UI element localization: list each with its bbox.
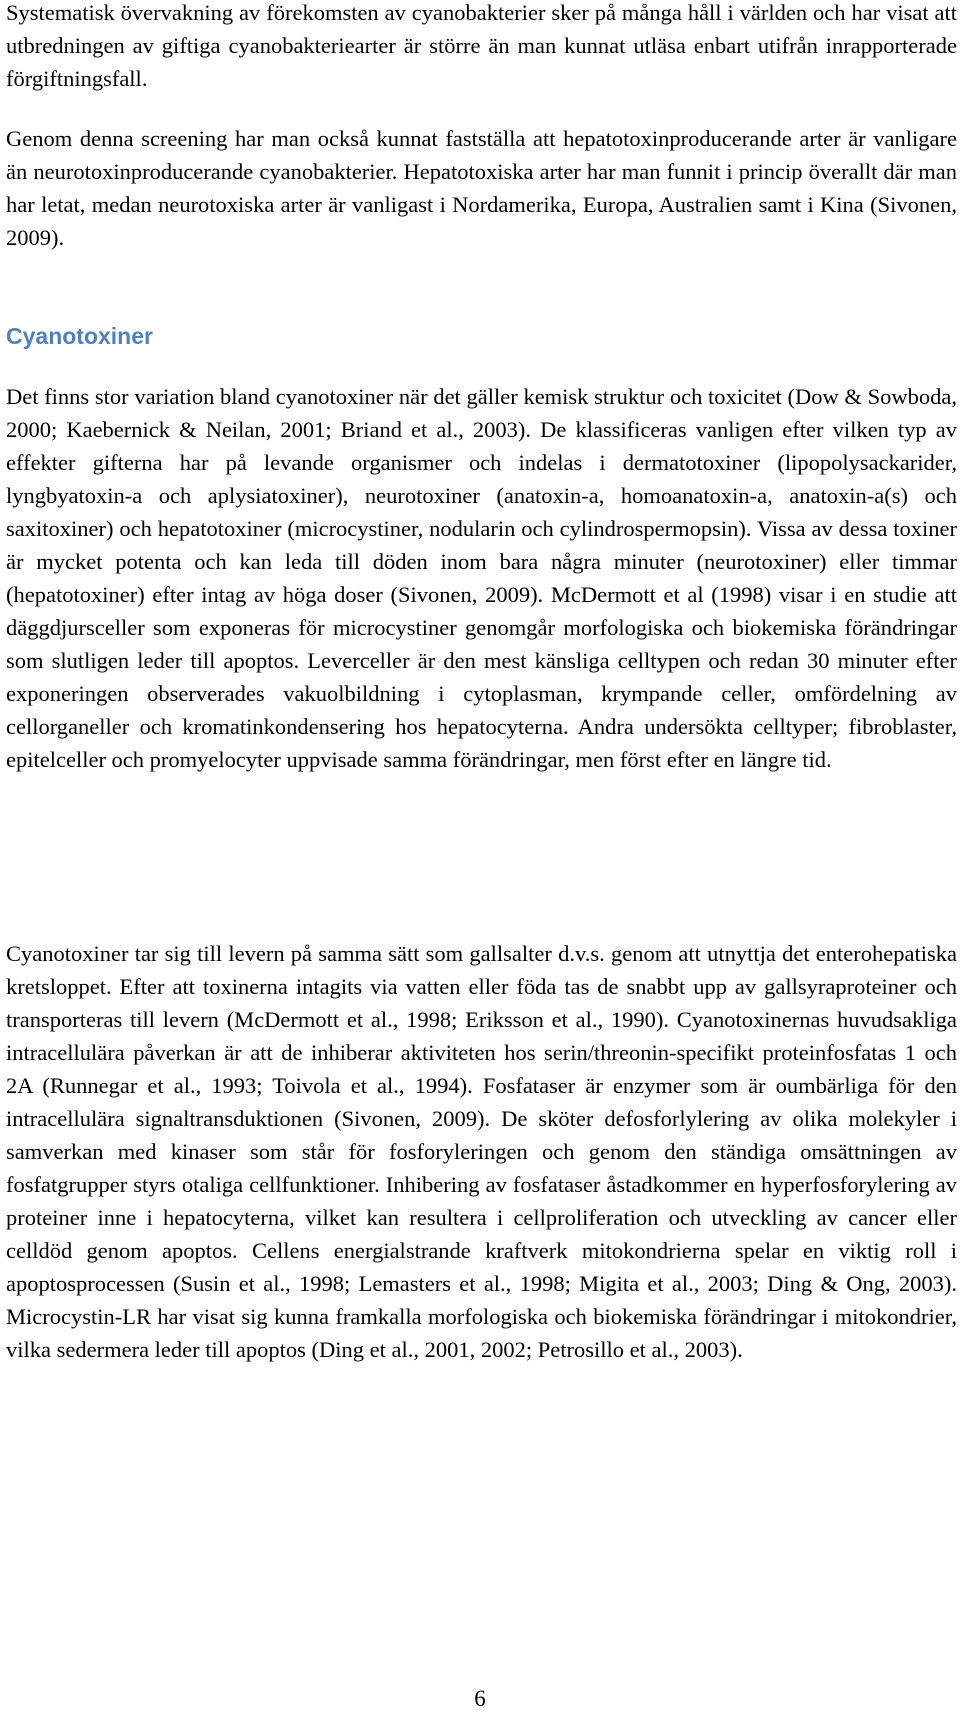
paragraph-mechanism: Cyanotoxiner tar sig till levern på samma sätt som gallsalter d.v.s. genom att utnyttja det enterohepatiska kretsloppet. Efter att toxinerna intagits via vatten eller föda tas de snabbt upp av gallsyraproteiner och transporteras till levern (McDermott et al., 1998; Eriksson et al., 1990). Cyanotoxinernas huvudsakliga intracellulära påverkan är att de inhiberar aktiviteten hos serin/threonin-specifikt proteinfosfatas 1 och 2A (Runnegar et al., 1993; Toivola et al., 1994). Fosfataser är enzymer som är oumbärliga för den intracellulära signaltransduktionen (Sivonen, 2009). De sköter defosforlylering av olika molekyler i samverkan med kinaser som står för fosforyleringen och genom den ständiga omsättningen av fosfatgrupper styrs otaliga cellfunktioner. Inhibering av fosfataser åstadkommer en hyperfosforylering av proteiner inne i hepatocyterna, vilket kan resultera i cellproliferation och utveckling av cancer eller celldöd genom apoptos. Cellens energialstrande kraftverk mitokondrierna spelar en viktig roll i apoptosprocessen (Susin et al., 1998; Lemasters et al., 1998; Migita et al., 2003; Ding & Ong, 2003). Microcystin-LR har visat sig kunna framkalla morfologiska och biokemiska förändringar i mitokondrier, vilka sedermera leder till apoptos (Ding et al., 2001, 2002; Petrosillo et al., 2003). (6, 941, 957, 1362)
page-number: 6 (474, 1686, 486, 1711)
paragraph-variation: Det finns stor variation bland cyanotoxiner när det gäller kemisk struktur och toxicitet (Dow & Sowboda, 2000; Kaebernick & Neilan, 2001; Briand et al., 2003). De klassificeras vanligen efter vilken typ av effekter gifterna har på levande organismer och indelas i dermatotoxiner (lipopolysackarider, lyngbyatoxin-a och aplysiatoxiner), neurotoxiner (anatoxin-a, homoanatoxin-a, anatoxin-a(s) och saxitoxiner) och hepatotoxiner (microcystiner, nodularin och cylindrospermopsin). Vissa av dessa toxiner är mycket potenta och kan leda till döden inom bara några minuter (neurotoxiner) eller timmar (hepatotoxiner) efter intag av höga doser (Sivonen, 2009). McDermott et al (1998) visar i en studie att däggdjursceller som exponeras för microcystiner genomgår morfologiska och biokemiska förändringar som slutligen leder till apoptos. Leverceller är den mest känsliga celltypen och redan 30 minuter efter exponeringen observerades vakuolbildning i cytoplasman, krympande celler, omfördelning av cellorganeller och kromatinkondensering hos hepatocyterna. Andra undersökta celltyper; fibroblaster, epitelceller och promyelocyter uppvisade samma förändringar, men först efter en längre tid. (6, 384, 957, 772)
paragraph-intro: Systematisk övervakning av förekomsten av cyanobakterier sker på många håll i världen och har visat att utbredningen av giftiga cyanobakteriearter är större än man kunnat utläsa enbart utifrån inrapporterade förgiftningsfall. (6, 0, 957, 91)
section-heading-cyanotoxiner: Cyanotoxiner (6, 323, 153, 349)
paragraph-screening: Genom denna screening har man också kunnat fastställa att hepatotoxinproducerande arter är vanligare än neurotoxinproducerande cyanobakterier. Hepatotoxiska arter har man funnit i princip överallt där man har letat, medan neurotoxiska arter är vanligast i Nordamerika, Europa, Australien samt i Kina (Sivonen, 2009). (6, 126, 957, 250)
